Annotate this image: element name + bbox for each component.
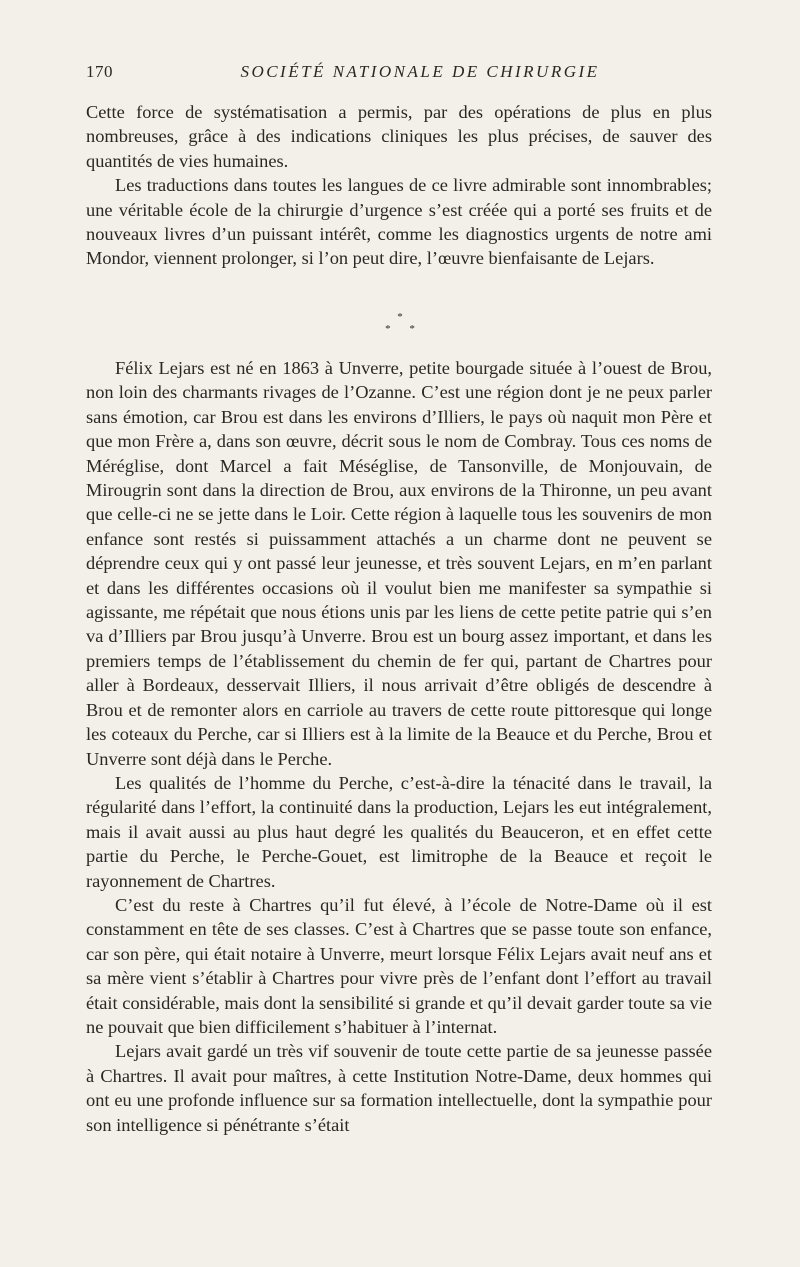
- asterism-bottom: * *: [385, 323, 423, 335]
- text-block-before-separator: [86, 100, 712, 271]
- paragraph: Lejars avait gardé un très vif souvenir de toute cette partie de sa jeunesse passée à Chartres. Il avait pour maîtres, à cette Institution Notre-Dame, deux hommes qui ont eu une profonde influence sur sa formation intellectuelle, dont la sympathie pour son intelligence si pénétrante s’était: [86, 1041, 712, 1135]
- running-header: [86, 58, 714, 86]
- paragraph: Les qualités de l’homme du Perche, c’est-à-dire la ténacité dans le travail, la régularité dans l’effort, la continuité dans la production, Lejars les eut intégralement, mais il avait aussi au plus haut degré les qualités du Beauceron, et en effet cette partie du Perche, le Perche-Gouet, est limitrophe de la Beauce et reçoit le rayonnement de Chartres.: [86, 772, 712, 891]
- asterism-top: *: [397, 311, 403, 323]
- paragraph: C’est du reste à Chartres qu’il fut élevé, à l’école de Notre-Dame où il est constamment en tête de ses classes. C’est à Chartres que se passe toute son enfance, car son père, qui était notaire à Unverre, meurt lorsque Félix Lejars avait neuf ans et sa mère vient s’établir à Chartres pour vivre près de l’enfant dont l’effort au travail était considérable, mais dont la sensibilité si grande et qu’il devait garder toute sa vie ne pouvait que bien difficilement s’habituer à l’internat.: [86, 894, 712, 1037]
- paragraph: Les traductions dans toutes les langues de ce livre admirable sont innombrables; une véritable école de la chirurgie d’urgence s’est créée qui a porté ses fruits et de nouveaux livres d’un puissant intérêt, comme les diagnostics urgents de notre ami Mondor, viennent prolonger, si l’on peut dire, l’œuvre bienfaisante de Lejars.: [86, 175, 712, 269]
- text-block-after-separator: [86, 356, 712, 1137]
- asterism-separator: [360, 306, 440, 342]
- page-number: 170: [86, 62, 113, 81]
- running-title: SOCIÉTÉ NATIONALE DE CHIRURGIE: [240, 62, 600, 81]
- paragraph: Félix Lejars est né en 1863 à Unverre, petite bourgade située à l’ouest de Brou, non loin des charmants rivages de l’Ozanne. C’est une région dont je ne peux parler sans émotion, car Brou est dans les environs d’Illiers, le pays où naquit mon Père et que mon Frère a, dans son œuvre, décrit sous le nom de Combray. Tous ces noms de Méréglise, dont Marcel a fait Méséglise, de Tansonville, de Monjouvain, de Mirougrin sont dans la direction de Brou, aux environs de la Thironne, un peu avant que celle-ci ne se jette dans le Loir. Cette région à laquelle tous les souvenirs de mon enfance sont restés si puissamment attachés a un charme dont ne peuvent se déprendre ceux qui y ont passé leur jeunesse, et très souvent Lejars, en m’en parlant et dans les différentes occasions où il voulut bien me manifester sa sympathie si agissante, me répétait que nous étions unis par les liens de cette petite patrie qui s’en va d’Illiers par Brou jusqu’à Unverre. Brou est un bourg assez important, et dans les premiers temps de l’établissement du chemin de fer qui, partant de Chartres pour aller à Bordeaux, desservait Illiers, il nous arrivait d’être obligés de descendre à Brou et de remonter alors en carriole au travers de cette route pittoresque qui longe les coteaux du Perche, car si Illiers est à la limite de la Beauce et du Perche, Brou et Unverre sont déjà dans le Perche.: [86, 358, 712, 769]
- paragraph: Cette force de systématisation a permis, par des opérations de plus en plus nombreuses, grâce à des indications cliniques les plus précises, de sauver des quantités de vies humaines.: [86, 102, 712, 171]
